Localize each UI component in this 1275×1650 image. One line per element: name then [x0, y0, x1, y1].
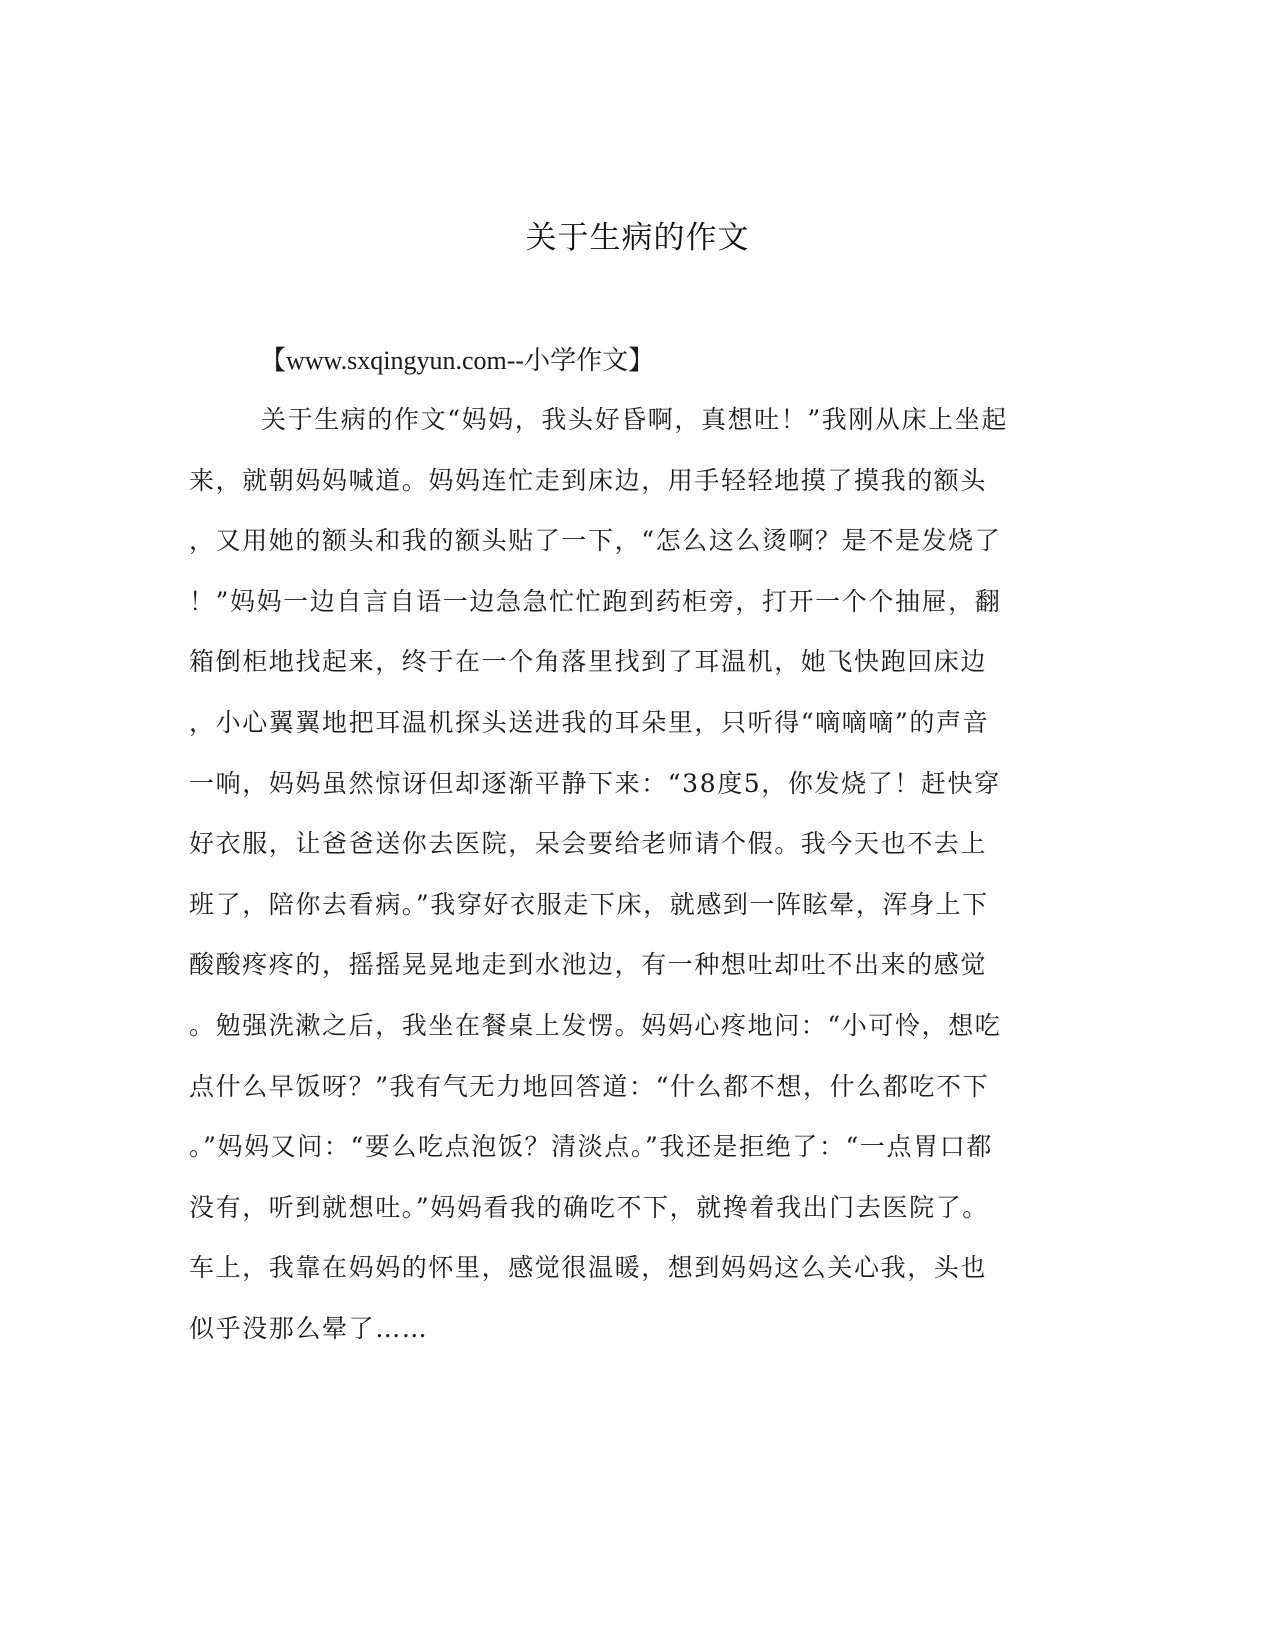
- essay-line: 箱倒柜地找起来，终于在一个角落里找到了耳温机，她飞快跑回床边: [189, 647, 988, 677]
- essay-line: 点什么早饭呀？”我有气无力地回答道：“什么都不想，什么都吃不下: [189, 1071, 990, 1101]
- source-line: 【www.sxqingyun.com--小学作文】: [260, 346, 655, 375]
- essay-line: 。勉强洗漱之后，我坐在餐桌上发愣。妈妈心疼地问：“小可怜，想吃: [189, 1010, 1002, 1040]
- essay-line: ，又用她的额头和我的额头贴了一下，“怎么这么烫啊？是不是发烧了: [189, 526, 1002, 556]
- essay-line: 来，就朝妈妈喊道。妈妈连忙走到床边，用手轻轻地摸了摸我的额头: [189, 465, 988, 495]
- document-title: 关于生病的作文: [525, 220, 750, 256]
- essay-line: 似乎没那么晕了……: [189, 1313, 429, 1343]
- essay-line: 好衣服，让爸爸送你去医院，呆会要给老师请个假。我今天也不去上: [189, 829, 988, 859]
- essay-line: ！”妈妈一边自言自语一边急急忙忙跑到药柜旁，打开一个个抽屉，翻: [189, 586, 1002, 616]
- essay-line: 。”妈妈又问：“要么吃点泡饭？清淡点。”我还是拒绝了：“一点胃口都: [189, 1132, 993, 1162]
- essay-line: 没有，听到就想吐。”妈妈看我的确吃不下，就搀着我出门去医院了。: [189, 1192, 989, 1222]
- essay-line: 班了，陪你去看病。”我穿好衣服走下床，就感到一阵眩晕，浑身上下: [189, 889, 989, 919]
- essay-line: 关于生病的作文“妈妈，我头好昏啊，真想吐！”我刚从床上坐起: [261, 405, 1008, 434]
- essay-line: 车上，我靠在妈妈的怀里，感觉很温暖，想到妈妈这么关心我，头也: [189, 1253, 988, 1283]
- essay-line: 一响，妈妈虽然惊讶但却逐渐平静下来：“38度5，你发烧了！赶快穿: [189, 768, 1001, 798]
- essay-body: [189, 390, 1089, 1360]
- essay-line: 酸酸疼疼的，摇摇晃晃地走到水池边，有一种想吐却吐不出来的感觉: [189, 950, 988, 980]
- essay-line: ，小心翼翼地把耳温机探头送进我的耳朵里，只听得“嘀嘀嘀”的声音: [189, 707, 990, 737]
